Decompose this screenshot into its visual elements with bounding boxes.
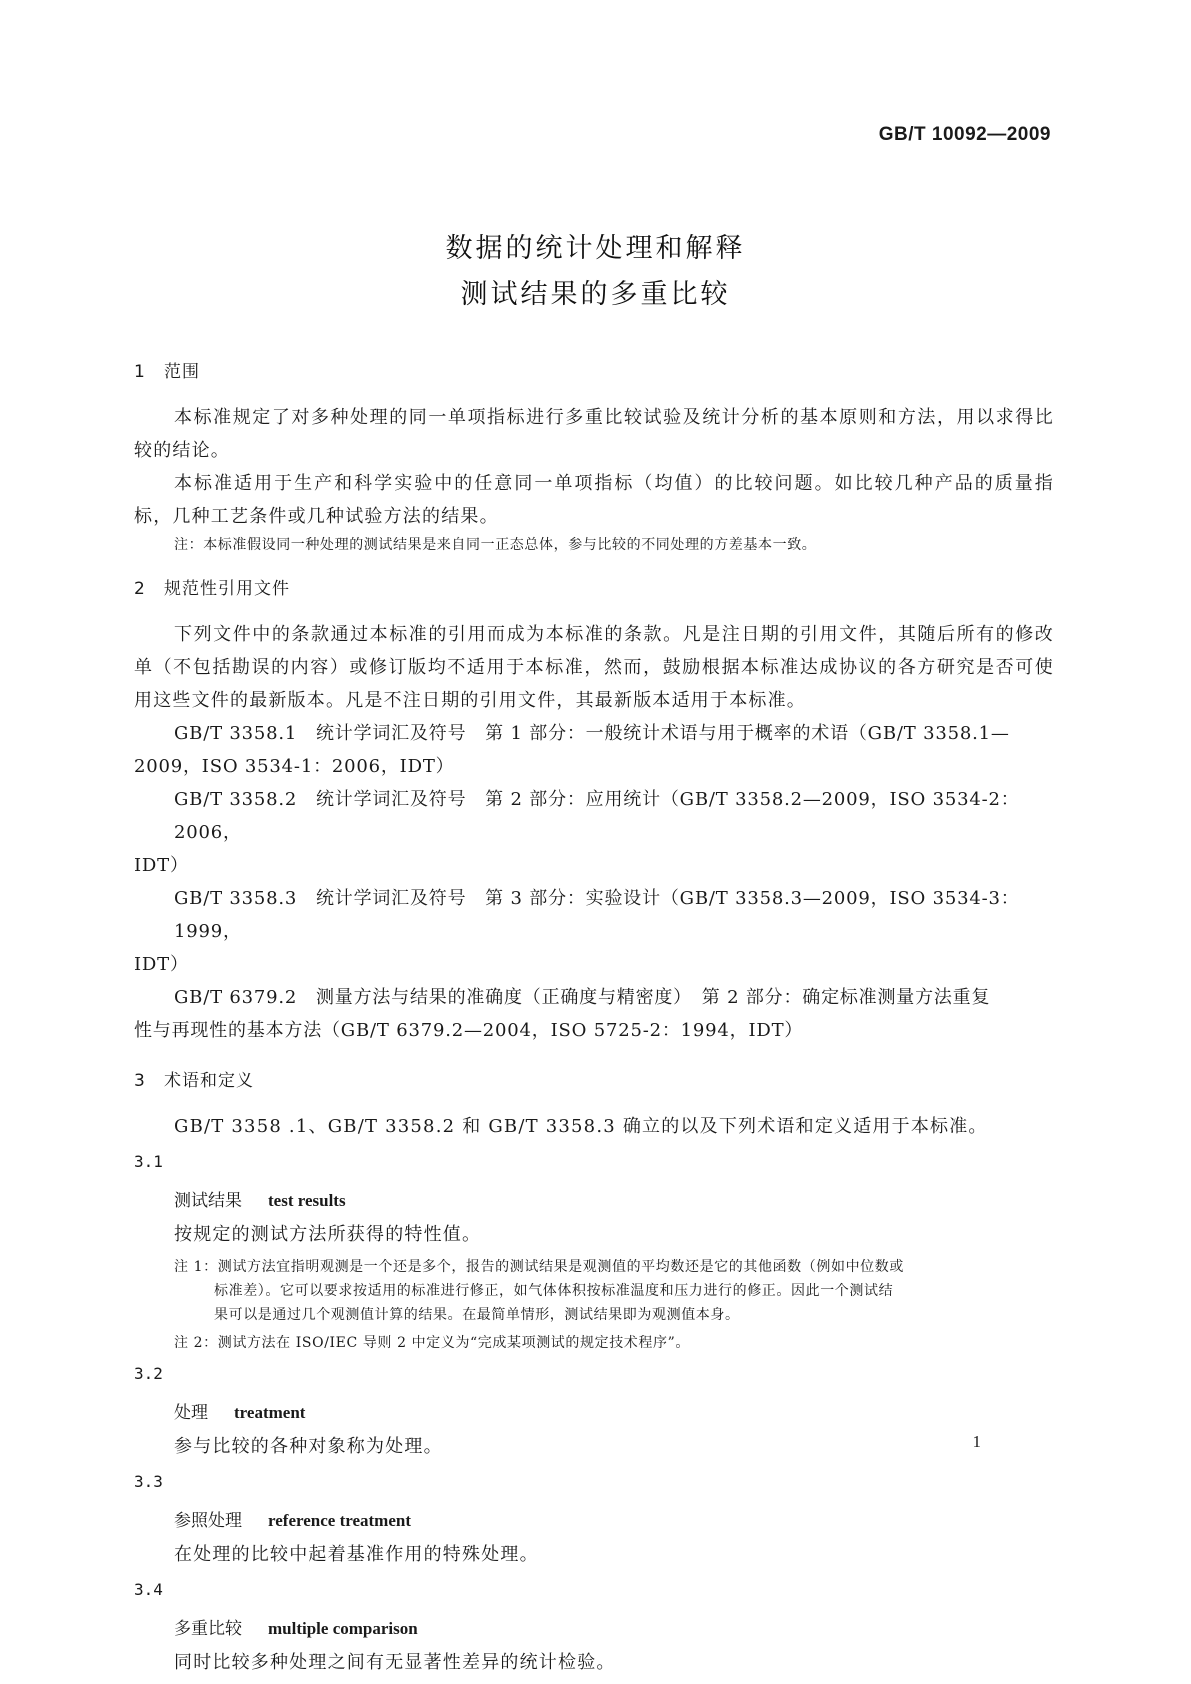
section-number: 1 [134, 362, 146, 382]
term-zh: 多重比较 [174, 1619, 242, 1639]
section-title: 范围 [164, 362, 200, 382]
clause-number: 3.2 [134, 1364, 163, 1383]
title-line-1: 数据的统计处理和解释 [445, 233, 746, 264]
term-definition: 同时比较多种处理之间有无显著性差异的统计检验。 [174, 1652, 616, 1673]
term-note-2: 注 2：测试方法在 ISO/IEC 导则 2 中定义为“完成某项测试的规定技术程序”。 [174, 1335, 690, 1351]
clause-number: 3.3 [134, 1472, 163, 1491]
section-title: 术语和定义 [164, 1071, 254, 1091]
reference-line: GB/T 6379.2 测量方法与结果的准确度（正确度与精密度） 第 2 部分：确定标准测量方法重复 [174, 987, 991, 1008]
term-en: multiple comparison [268, 1619, 418, 1638]
term-en: reference treatment [268, 1511, 411, 1530]
term-heading [174, 1184, 1054, 1218]
reference-line: 性与再现性的基本方法（GB/T 6379.2—2004，ISO 5725-2：1994，IDT） [134, 1020, 804, 1041]
document-body [134, 356, 1054, 1679]
reference-line: 2009，ISO 3534-1：2006，IDT） [134, 756, 455, 777]
note-text: 果可以是通过几个观测值计算的结果。在最简单情形，测试结果即为观测值本身。 [214, 1307, 740, 1323]
reference-line: GB/T 3358.3 统计学词汇及符号 第 3 部分：实验设计（GB/T 3358.3—2009，ISO 3534-3：1999， [174, 888, 1020, 942]
title-line-2: 测试结果的多重比较 [460, 279, 731, 310]
reference-line: IDT） [134, 855, 189, 876]
term-heading [174, 1504, 1054, 1538]
term-note-1 [174, 1255, 1054, 1327]
section-title: 规范性引用文件 [164, 579, 290, 599]
reference-line: GB/T 3358.2 统计学词汇及符号 第 2 部分：应用统计（GB/T 3358.2—2009，ISO 3534-2：2006， [174, 789, 1020, 843]
note: 注：本标准假设同一种处理的测试结果是来自同一正态总体，参与比较的不同处理的方差基本一致。 [174, 537, 817, 553]
term-definition: 按规定的测试方法所获得的特性值。 [174, 1224, 482, 1245]
paragraph: 本标准适用于生产和科学实验中的任意同一单项指标（均值）的比较问题。如比较几种产品的质量指标，几种工艺条件或几种试验方法的结果。 [134, 473, 1054, 527]
term-en: treatment [234, 1403, 306, 1422]
page-number: 1 [972, 1432, 981, 1451]
term-zh: 测试结果 [174, 1191, 242, 1211]
term-zh: 处理 [174, 1403, 208, 1423]
reference-line: IDT） [134, 954, 189, 975]
term-definition: 在处理的比较中起着基准作用的特殊处理。 [174, 1544, 539, 1565]
section-number: 3 [134, 1071, 146, 1091]
paragraph: GB/T 3358 .1、GB/T 3358.2 和 GB/T 3358.3 确立的以及下列术语和定义适用于本标准。 [174, 1116, 988, 1137]
paragraph: 本标准规定了对多种处理的同一单项指标进行多重比较试验及统计分析的基本原则和方法，用以求得比较的结论。 [134, 407, 1054, 461]
section-2-heading [134, 573, 1054, 606]
section-1-heading [134, 356, 1054, 389]
term-zh: 参照处理 [174, 1511, 242, 1531]
note-text: 标准差）。它可以要求按适用的标准进行修正，如气体体积按标准温度和压力进行的修正。因此一个测试结 [214, 1283, 894, 1299]
section-number: 2 [134, 579, 146, 599]
section-3-heading [134, 1065, 1054, 1098]
term-definition: 参与比较的各种对象称为处理。 [174, 1436, 443, 1457]
reference-line: GB/T 3358.1 统计学词汇及符号 第 1 部分：一般统计术语与用于概率的术语（GB/T 3358.1— [174, 723, 1010, 744]
term-heading [174, 1396, 1054, 1430]
note-text: 测试方法宜指明观测是一个还是多个，报告的测试结果是观测值的平均数还是它的其他函数（例如中位数或 [217, 1259, 904, 1275]
standard-number: GB/T 10092—2009 [878, 124, 1051, 145]
term-en: test results [268, 1191, 346, 1210]
clause-number: 3.1 [134, 1152, 163, 1171]
paragraph: 下列文件中的条款通过本标准的引用而成为本标准的条款。凡是注日期的引用文件，其随后所有的修改单（不包括勘误的内容）或修订版均不适用于本标准，然而，鼓励根据本标准达成协议的各方研究是否可使用这些文件的最新版本。凡是不注日期的引用文件，其最新版本适用于本标准。 [134, 624, 1054, 711]
note-label: 注 1： [174, 1259, 218, 1275]
term-heading [174, 1612, 1054, 1646]
clause-number: 3.4 [134, 1580, 163, 1599]
